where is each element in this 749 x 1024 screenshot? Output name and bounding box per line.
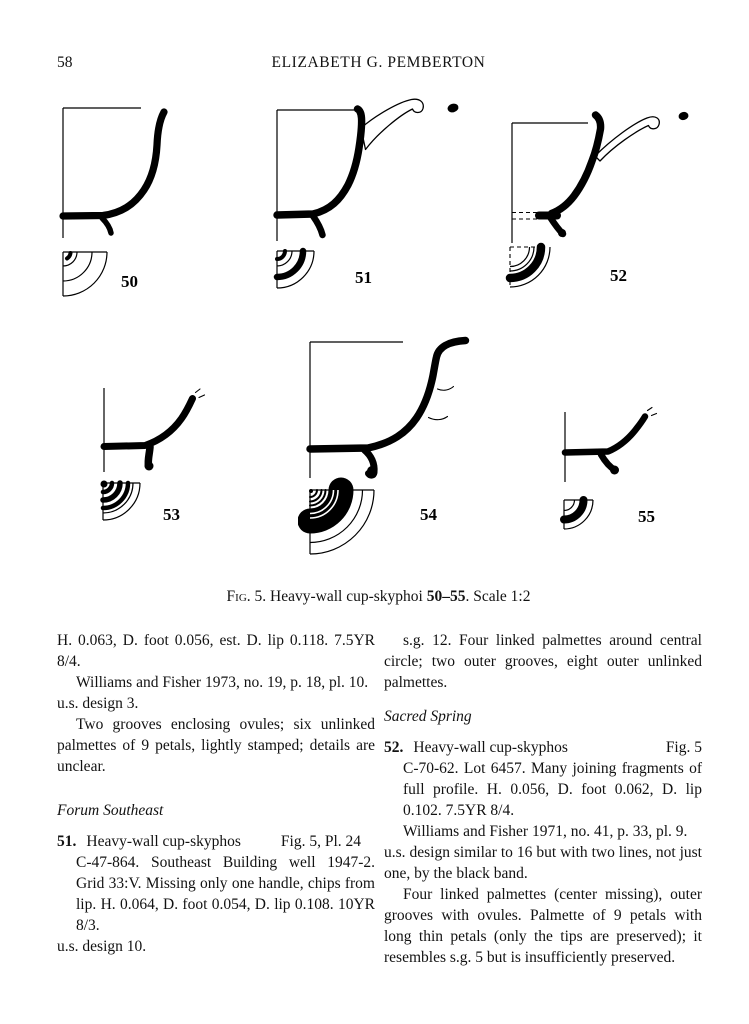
- drawing-52-cup-skyphos-profile: [500, 93, 715, 308]
- entry-figure-ref: Fig. 5, Pl. 24: [280, 833, 361, 850]
- paragraph-description-50: Two grooves enclosing ovules; six unlinked palmettes of 9 petals, lightly stamped; details are unclear.: [57, 716, 375, 775]
- entry-title: Heavy-wall cup-skyphos: [86, 833, 241, 850]
- drawing-52-underside-fan: [510, 247, 550, 287]
- running-head: ELIZABETH G. PEMBERTON: [271, 54, 486, 71]
- drawing-55-cup-skyphos-profile: [522, 382, 717, 547]
- drawing-51-label: 51: [355, 268, 372, 287]
- catalog-entry-51: [57, 831, 375, 852]
- drawing-50-label: 50: [121, 272, 138, 291]
- drawing-51-handle-section-dot: [447, 102, 460, 113]
- caption-catalog-range: 50–55: [426, 588, 466, 605]
- drawing-55-label: 55: [638, 507, 655, 526]
- drawing-54-label: 54: [420, 505, 437, 524]
- catalog-entry-52: [384, 737, 702, 758]
- entry-number: 51.: [57, 833, 77, 850]
- entry-title: Heavy-wall cup-skyphos: [413, 739, 568, 756]
- caption-text: Heavy-wall cup-skyphoi: [270, 588, 423, 605]
- paragraph-measurements-50: H. 0.063, D. foot 0.056, est. D. lip 0.118. 7.5YR 8/4.: [57, 632, 375, 670]
- page-number: 58: [57, 54, 73, 71]
- paragraph-us-design-10: u.s. design 10.: [57, 938, 147, 955]
- drawing-50-underside-fan: [63, 252, 107, 296]
- drawing-53-underside-fan: [101, 481, 141, 521]
- paragraph-us-design-similar: u.s. design similar to 16 but with two lines, not just one, by the black band.: [384, 844, 702, 882]
- drawing-51-cup-skyphos-profile: [263, 93, 473, 308]
- paragraph-description-52: Four linked palmettes (center missing), outer grooves with ovules. Palmette of 9 petals with long thin petals (only the tips are preserved); it resembles s.g. 5 but is insufficiently preserved.: [384, 886, 702, 966]
- entry-number: 52.: [384, 739, 404, 756]
- caption-scale: . Scale 1:2: [465, 588, 531, 605]
- drawing-52-handle-section-dot: [678, 111, 690, 121]
- section-heading-sacred-spring: Sacred Spring: [384, 708, 472, 725]
- paragraph-reference-52: Williams and Fisher 1971, no. 41, p. 33, pl. 9.: [403, 823, 688, 840]
- drawing-55-underside-fan: [564, 500, 593, 529]
- paragraph-sg-12: s.g. 12. Four linked palmettes around central circle; two outer grooves, eight outer unlinked palmettes.: [384, 632, 702, 691]
- drawing-50-cup-skyphos-profile: [57, 100, 207, 305]
- drawing-54-cup-skyphos-profile: [298, 328, 533, 563]
- entry-figure-ref: Fig. 5: [665, 739, 702, 756]
- figure-5-drawings: [0, 90, 749, 570]
- paragraph-reference-50: Williams and Fisher 1973, no. 19, p. 18, pl. 10.: [76, 674, 369, 691]
- left-column: [57, 630, 375, 957]
- drawing-54-underside-fan: [309, 489, 374, 554]
- section-heading-forum-southeast: Forum Southeast: [57, 802, 164, 819]
- paragraph-us-design-3: u.s. design 3.: [57, 695, 139, 712]
- right-column: [384, 630, 702, 968]
- drawing-51-underside-fan: [277, 251, 314, 288]
- drawing-53-label: 53: [163, 505, 180, 524]
- drawing-52-label: 52: [610, 266, 627, 285]
- caption-fig-number: Fig. 5.: [226, 588, 267, 605]
- drawing-53-cup-skyphos-profile: [85, 368, 285, 548]
- paragraph-catalog-51: C-47-864. Southeast Building well 1947-2. Grid 33:V. Missing only one handle, chips from lip. H. 0.064, D. foot 0.054, D. lip 0.108. 10YR 8/3.: [76, 854, 375, 934]
- paragraph-catalog-52: C-70-62. Lot 6457. Many joining fragments of full profile. H. 0.056, D. foot 0.062, D. lip 0.102. 7.5YR 8/4.: [403, 760, 702, 819]
- figure-caption: [57, 588, 700, 606]
